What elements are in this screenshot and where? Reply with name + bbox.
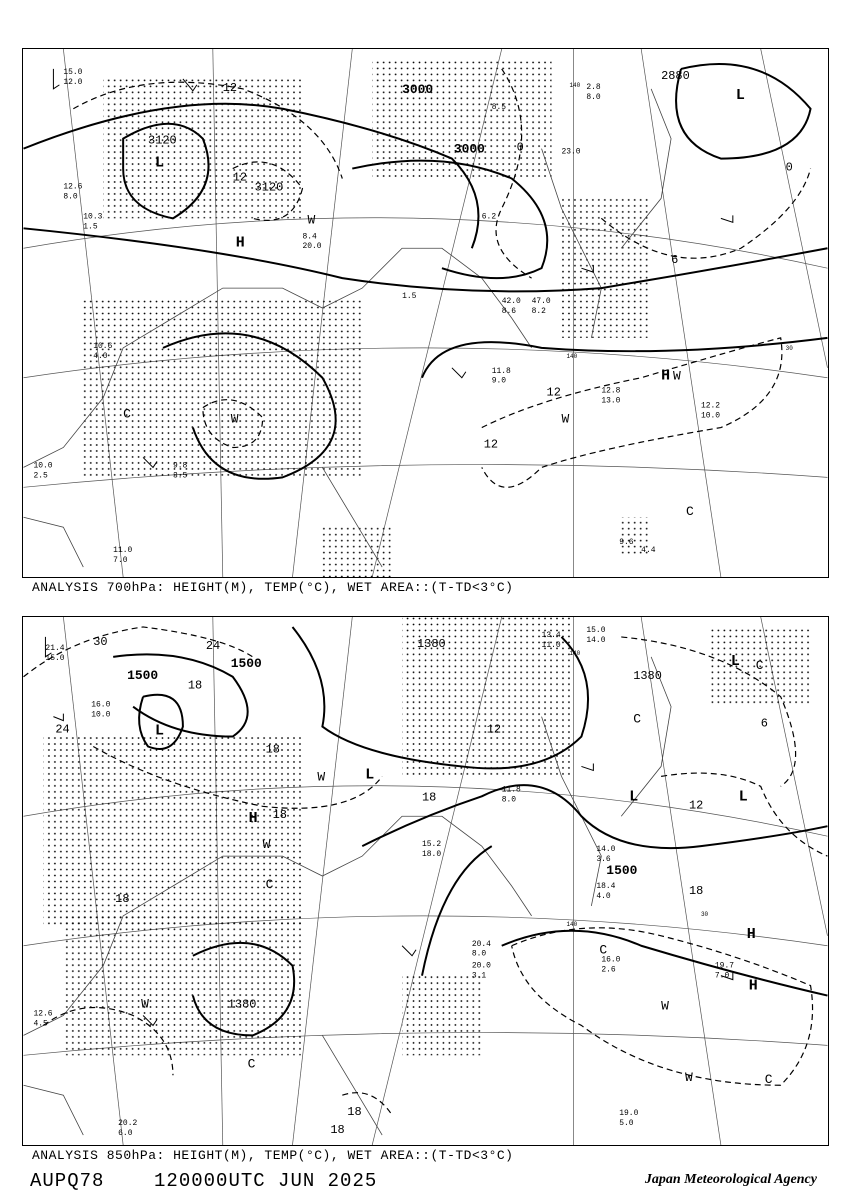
station-value: 8.5 — [491, 102, 507, 112]
grid-label: 140 — [566, 920, 578, 928]
station-value: 13.0 — [601, 396, 621, 406]
station-value: 11.0 — [113, 546, 133, 556]
center-warm: W — [141, 996, 149, 1012]
center-cold: C — [633, 711, 641, 727]
center-low: L — [155, 723, 164, 740]
station-value: 11.0 — [541, 640, 561, 650]
center-warm: W — [661, 998, 669, 1014]
station-value: 4.4 — [641, 546, 656, 556]
temp-label: 6 — [760, 716, 768, 731]
temp-label: 18 — [689, 883, 704, 898]
station-value: 1.5 — [83, 222, 98, 232]
station-value: 10.6 — [93, 341, 113, 351]
station-value: 3.1 — [471, 971, 487, 981]
grid-label: 140 — [569, 649, 581, 657]
station-value: 4.0 — [596, 891, 611, 901]
station-value: 11.8 — [501, 785, 521, 795]
center-warm: W — [685, 1070, 693, 1086]
center-warm: W — [673, 368, 681, 384]
map-panel-700hpa — [22, 48, 829, 578]
station-value: 14.0 — [586, 635, 606, 645]
temp-label: 18 — [187, 678, 203, 693]
station-value: 15.0 — [45, 653, 65, 663]
station-value: 3.5 — [172, 471, 188, 481]
station-value: 16.0 — [601, 955, 621, 965]
center-high: H — [661, 368, 671, 385]
center-cold: C — [755, 657, 764, 673]
center-high: H — [235, 235, 245, 252]
map-850hpa-svg — [23, 617, 828, 1145]
station-value: 10.0 — [700, 411, 721, 421]
temp-label: 18 — [272, 808, 287, 823]
station-value: 8.0 — [471, 949, 487, 959]
product-code: AUPQ78 — [30, 1170, 105, 1192]
station-value: 11.8 — [491, 366, 511, 376]
station-value: 6.2 — [481, 212, 497, 222]
station-value: 20.0 — [471, 961, 491, 971]
station-value: 10.0 — [91, 710, 111, 720]
center-warm: W — [317, 769, 326, 785]
temp-label: 12 — [689, 798, 704, 813]
height-label: 2880 — [661, 68, 690, 83]
temp-label: 12 — [546, 385, 561, 400]
height-label: 1500 — [230, 655, 262, 671]
center-low: L — [629, 789, 639, 806]
center-low: L — [730, 653, 740, 670]
station-value: 19.0 — [619, 1109, 639, 1119]
grid-label: 140 — [566, 352, 578, 360]
temp-label: 18 — [330, 1123, 345, 1138]
center-low: L — [738, 789, 748, 806]
height-label: 1500 — [127, 667, 159, 683]
agency-name: Japan Meteorological Agency — [644, 1172, 817, 1187]
station-value: 42.0 — [501, 297, 521, 307]
height-label: 3120 — [254, 180, 284, 195]
station-value: 15.2 — [422, 840, 442, 850]
temp-label: 0 — [785, 160, 793, 175]
station-value: 1.5 — [402, 292, 417, 302]
station-value: 18.0 — [422, 850, 442, 860]
station-value: 4.5 — [33, 1019, 48, 1029]
station-value: 18.4 — [596, 881, 616, 891]
center-cold: C — [599, 942, 608, 958]
station-value: 9.0 — [491, 376, 507, 386]
station-value: 2.6 — [601, 965, 616, 975]
height-label: 3000 — [453, 141, 485, 157]
station-value: 8.6 — [501, 307, 517, 316]
center-cold: C — [123, 406, 131, 422]
height-label: 3000 — [402, 81, 434, 97]
station-value: 4.0 — [93, 351, 108, 361]
height-label: 1380 — [417, 636, 446, 651]
station-value: 6.0 — [118, 1129, 133, 1139]
station-value: 7.0 — [113, 556, 128, 566]
station-value: 10.0 — [33, 461, 53, 471]
center-high: H — [746, 926, 756, 943]
station-value: 12.2 — [700, 401, 721, 411]
center-warm: W — [262, 837, 271, 853]
panel-caption-850hpa: ANALYSIS 850hPa: HEIGHT(M), TEMP(°C), WET AREA::(T-TD<3°C) — [32, 1148, 514, 1163]
station-value: 19.7 — [714, 961, 734, 971]
height-label: 1500 — [606, 863, 638, 879]
station-value: 8.0 — [63, 192, 78, 202]
grid-label: 30 — [700, 910, 709, 918]
temp-label: 18 — [115, 891, 130, 906]
station-value: 8.2 — [531, 307, 546, 316]
station-value: 9.8 — [172, 461, 188, 471]
grid-label: 30 — [785, 344, 793, 352]
station-value: 8.4 — [302, 232, 317, 242]
station-value: 2.5 — [33, 471, 48, 481]
station-value: 5.0 — [619, 1119, 634, 1129]
station-value: 12.8 — [601, 386, 621, 396]
station-value: 12.6 — [33, 1009, 53, 1019]
station-value: 2.8 — [586, 82, 601, 92]
wet-area — [43, 617, 810, 1055]
station-value: 12.0 — [63, 77, 83, 87]
station-value: 15.0 — [586, 625, 606, 635]
station-value: 12.6 — [63, 182, 83, 192]
center-low: L — [735, 87, 745, 104]
center-high: H — [748, 978, 758, 995]
temp-label: 18 — [265, 742, 280, 757]
center-cold: C — [686, 504, 694, 520]
valid-time: 120000UTC JUN 2025 — [154, 1170, 378, 1192]
center-low: L — [155, 155, 164, 172]
station-value: 7.0 — [714, 971, 730, 981]
panel-caption-700hpa: ANALYSIS 700hPa: HEIGHT(M), TEMP(°C), WET AREA::(T-TD<3°C) — [32, 580, 514, 595]
center-cold: C — [247, 1056, 256, 1072]
map-panel-850hpa — [22, 616, 829, 1146]
station-value: 20.0 — [302, 242, 322, 252]
station-value: 20.4 — [471, 939, 491, 949]
height-label: 3120 — [148, 133, 177, 148]
station-value: 16.0 — [91, 700, 111, 710]
station-value: 20.2 — [118, 1119, 138, 1129]
station-value: 23.0 — [561, 147, 581, 157]
temp-label: 12 — [232, 170, 248, 185]
map-700hpa-svg — [23, 49, 828, 577]
grid-label: 140 — [569, 81, 581, 89]
station-value: 13.4 — [541, 630, 561, 640]
station-value: 10.3 — [83, 212, 103, 222]
center-cold: C — [265, 876, 274, 892]
station-value: 47.0 — [531, 297, 551, 307]
temp-label: 6 — [671, 253, 679, 268]
station-value: 9.6 — [619, 538, 634, 548]
temp-label: 18 — [347, 1105, 362, 1120]
temp-label: 12 — [486, 722, 502, 737]
center-warm: W — [307, 212, 316, 228]
center-warm: W — [230, 411, 239, 427]
station-value: 15.0 — [63, 67, 83, 77]
center-low: L — [365, 767, 375, 784]
station-value: 8.0 — [586, 92, 601, 102]
temp-label: 18 — [422, 790, 437, 805]
temp-label: 24 — [55, 722, 70, 737]
station-value: 8.0 — [501, 795, 517, 805]
temp-label: 30 — [93, 634, 108, 649]
temp-label: 0 — [516, 140, 524, 155]
temp-label: 12 — [483, 437, 499, 452]
station-value: 3.6 — [596, 855, 611, 865]
temp-label: 12 — [222, 80, 238, 95]
center-high: H — [248, 811, 258, 828]
height-label: 1380 — [227, 997, 257, 1012]
center-cold: C — [764, 1072, 773, 1088]
station-value: 21.4 — [45, 643, 65, 653]
center-warm: W — [561, 411, 570, 427]
height-label: 1380 — [633, 668, 662, 683]
product-code-and-time — [30, 1170, 377, 1192]
temp-label: 24 — [205, 638, 221, 653]
station-value: 14.0 — [596, 845, 616, 855]
